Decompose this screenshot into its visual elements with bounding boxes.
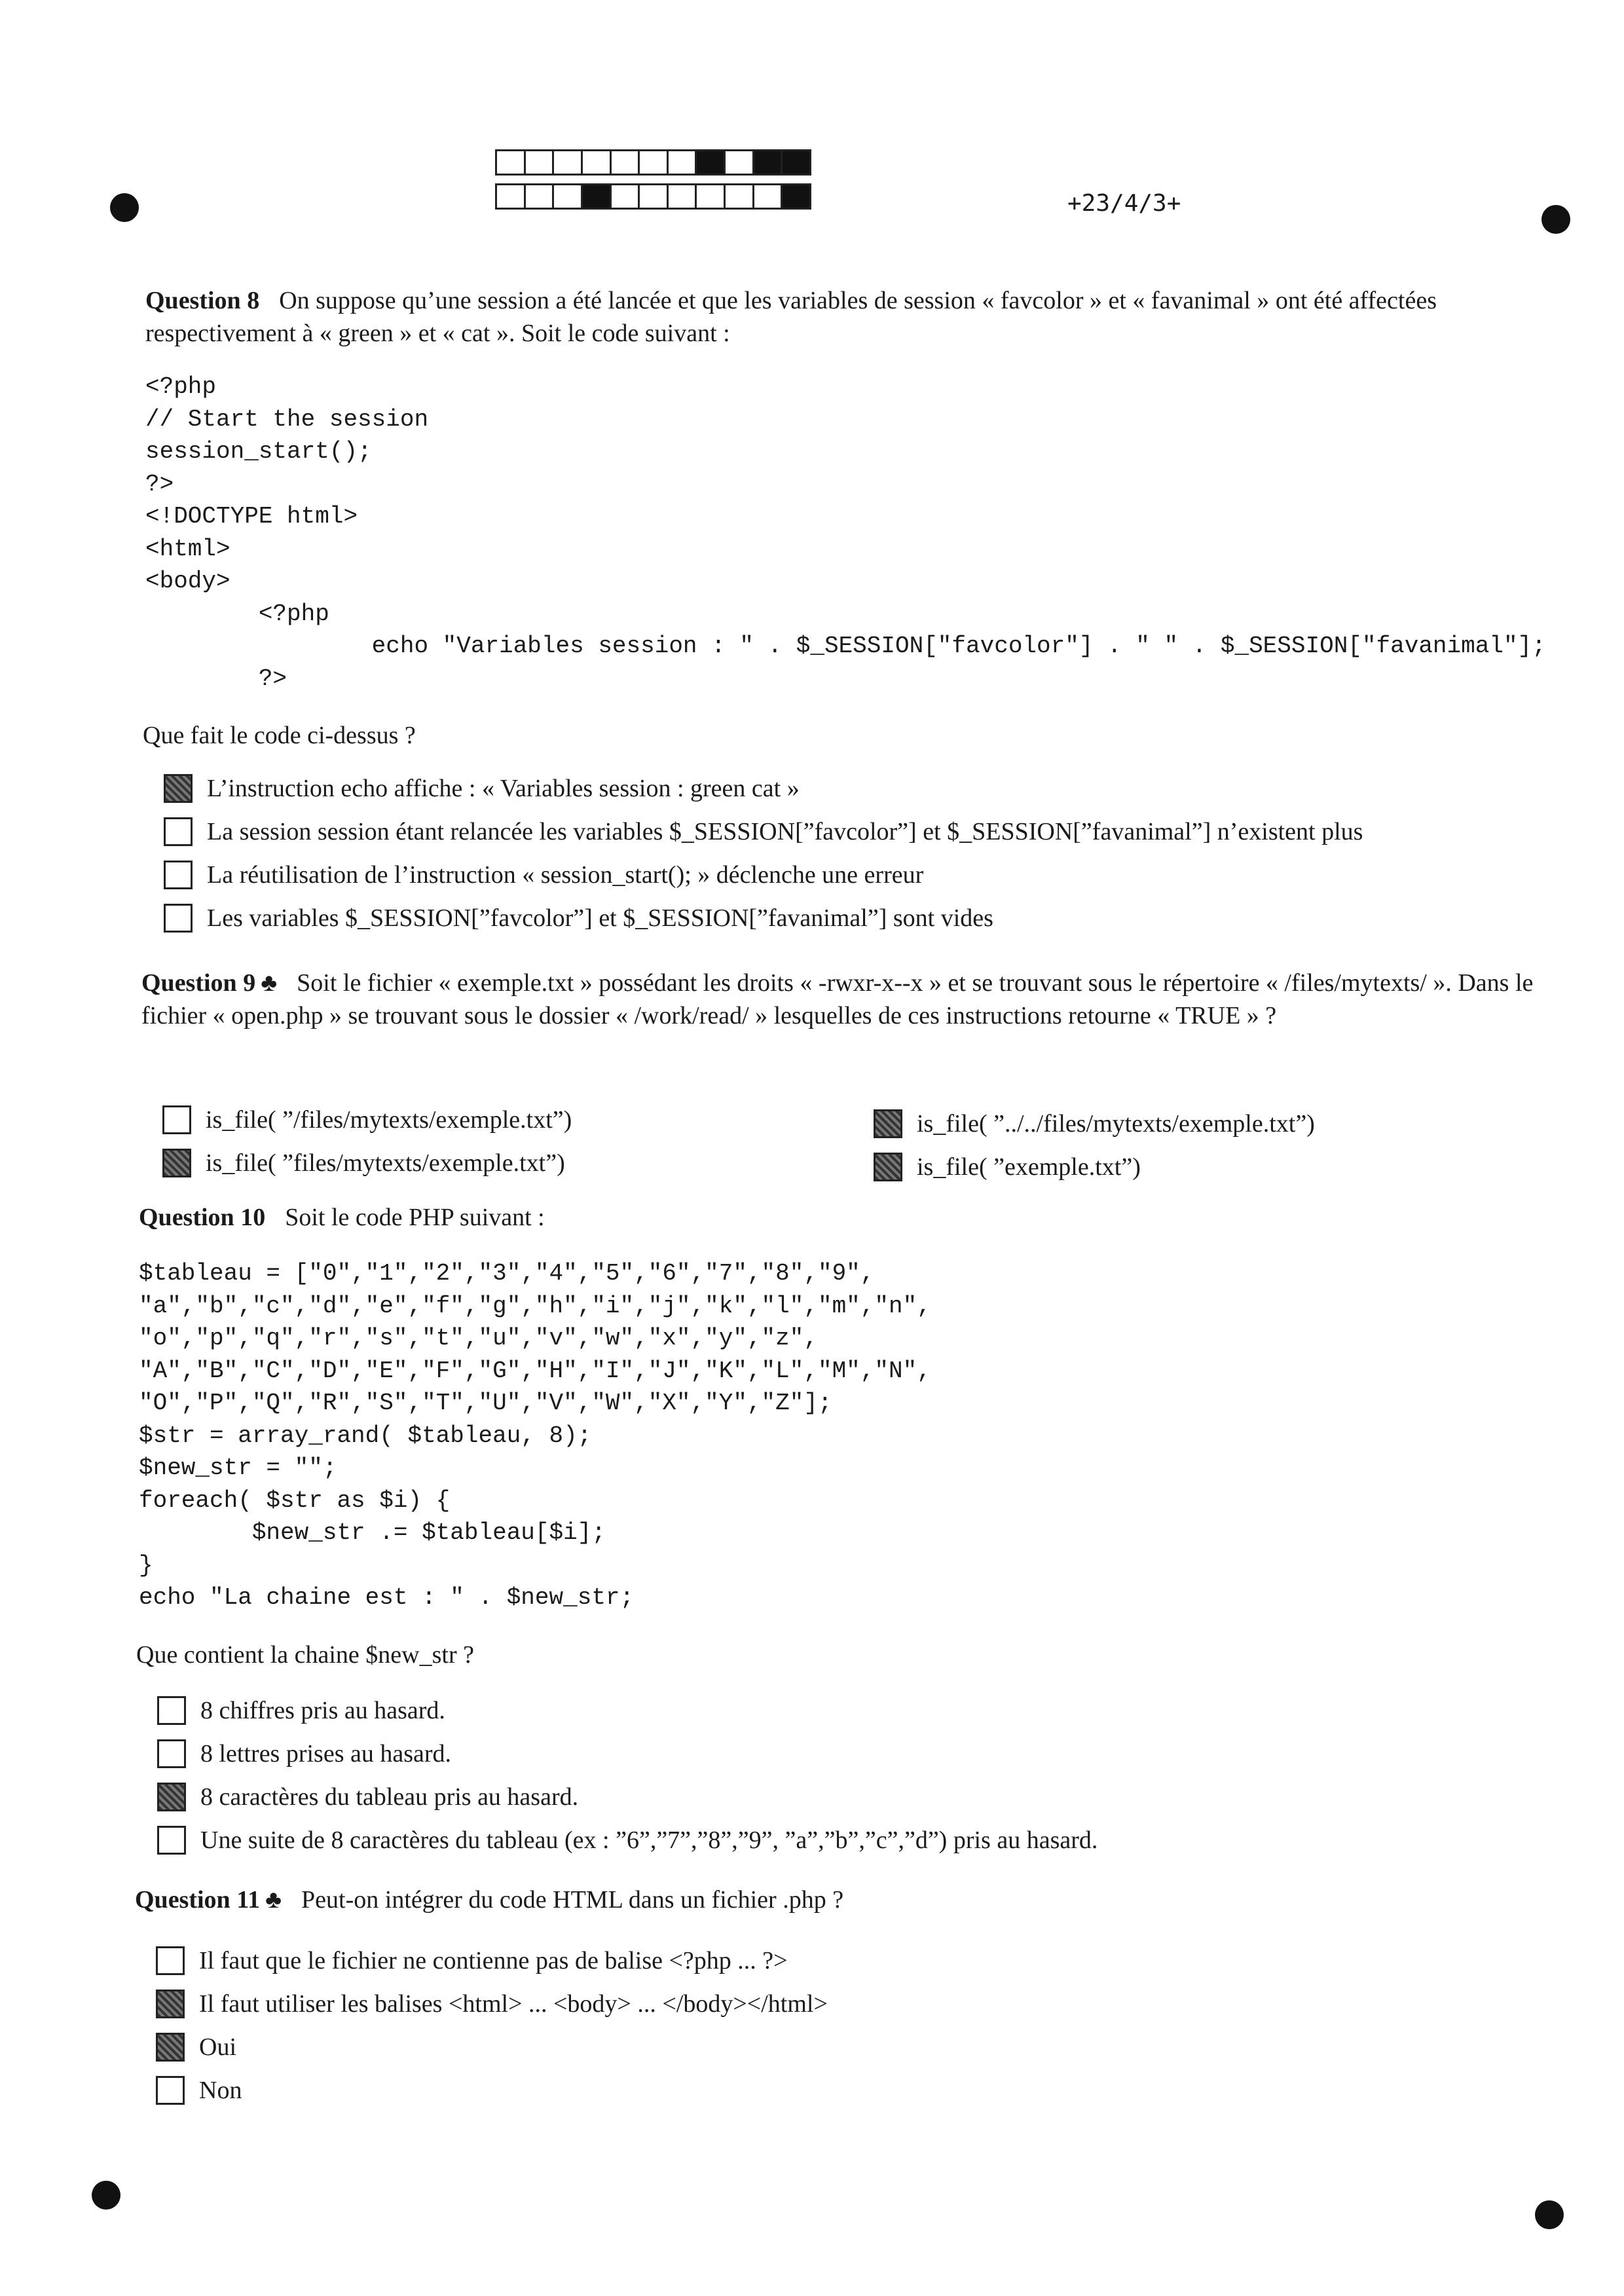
question-10-prompt: Que contient la chaine $new_str ? <box>136 1641 474 1669</box>
question-11-option-3[interactable] <box>156 2029 236 2065</box>
question-8-option-4-label: Les variables $_SESSION[”favcolor”] et $_SESSION[”favanimal”] sont vides <box>207 904 993 932</box>
question-10-text: Soit le code PHP suivant : <box>285 1204 545 1231</box>
question-10-option-4[interactable] <box>157 1822 1098 1859</box>
question-9-option-3-label: is_file( ”../../files/mytexts/exemple.txt”) <box>917 1110 1315 1138</box>
question-9-option-2-checkbox[interactable] <box>162 1149 191 1177</box>
question-10-option-2-checkbox[interactable] <box>157 1739 186 1768</box>
question-11-option-4-checkbox[interactable] <box>156 2076 185 2105</box>
question-9-option-2-label: is_file( ”files/mytexts/exemple.txt”) <box>206 1149 565 1177</box>
question-11-label-text: Question 11 <box>135 1886 261 1914</box>
question-9-option-3-checkbox[interactable] <box>874 1109 902 1138</box>
question-9-option-1-checkbox[interactable] <box>162 1105 191 1134</box>
question-8-option-2-label: La session session étant relancée les variables $_SESSION[”favcolor”] et $_SESSION[”favanimal”] n’existent plus <box>207 818 1363 845</box>
barcode-cell <box>638 183 669 210</box>
question-11-option-1[interactable] <box>156 1942 788 1979</box>
question-9-label-text: Question 9 <box>141 969 256 997</box>
question-9 <box>141 967 1540 1032</box>
club-symbol: ♣ <box>261 969 278 997</box>
question-8-label: Question 8 <box>145 287 260 314</box>
barcode-cell <box>610 149 640 176</box>
question-8-option-3[interactable] <box>164 857 923 893</box>
question-11-option-3-label: Oui <box>199 2033 236 2061</box>
question-11-option-1-checkbox[interactable] <box>156 1946 185 1975</box>
barcode-cell <box>581 183 612 210</box>
barcode-cell <box>638 149 669 176</box>
barcode-cell <box>495 149 526 176</box>
question-9-label <box>141 969 277 997</box>
club-symbol: ♣ <box>265 1886 282 1914</box>
page-id: +23/4/3+ <box>1067 190 1181 217</box>
question-11-option-1-label: Il faut que le fichier ne contienne pas de balise <?php ... ?> <box>199 1947 788 1974</box>
barcode-cell <box>752 149 783 176</box>
question-10-option-2[interactable] <box>157 1735 451 1772</box>
question-9-option-2[interactable] <box>162 1145 565 1181</box>
barcode-row-2 <box>495 183 809 210</box>
question-10-option-3[interactable] <box>157 1779 578 1815</box>
question-9-option-4[interactable] <box>874 1149 1141 1185</box>
barcode-cell <box>552 183 583 210</box>
registration-mark-bottom-left <box>92 2181 120 2210</box>
question-9-option-3[interactable] <box>874 1105 1315 1142</box>
barcode-cell <box>781 183 811 210</box>
barcode-cell <box>695 149 726 176</box>
barcode-cell <box>581 149 612 176</box>
question-8-option-2[interactable] <box>164 813 1363 850</box>
question-9-option-1-label: is_file( ”/files/mytexts/exemple.txt”) <box>206 1106 572 1134</box>
question-11-label <box>135 1886 282 1914</box>
registration-mark-top-right <box>1541 205 1570 234</box>
barcode-row-1 <box>495 149 809 176</box>
barcode-cell <box>495 183 526 210</box>
question-10-option-4-checkbox[interactable] <box>157 1826 186 1855</box>
question-10-label: Question 10 <box>139 1204 266 1231</box>
question-11-option-2-checkbox[interactable] <box>156 1990 185 2018</box>
registration-mark-top-left <box>110 193 139 222</box>
question-8-option-4[interactable] <box>164 900 993 936</box>
question-10-option-2-label: 8 lettres prises au hasard. <box>200 1740 452 1768</box>
barcode-cell <box>610 183 640 210</box>
question-11-option-4[interactable] <box>156 2072 242 2109</box>
question-8-text: On suppose qu’une session a été lancée et que les variables de session « favcolor » et « favanimal » ont été affectées respectivement à « green » et « cat ». Soit le code suivant : <box>145 287 1437 347</box>
barcode-cell <box>667 149 697 176</box>
question-10-option-3-checkbox[interactable] <box>157 1783 186 1811</box>
question-8-option-3-checkbox[interactable] <box>164 861 193 889</box>
question-10-option-1-checkbox[interactable] <box>157 1696 186 1725</box>
registration-mark-bottom-right <box>1535 2200 1564 2229</box>
question-8-code: <?php // Start the session session_start(); ?> <!DOCTYPE html> <html> <body> <?php echo "Variables session : " . $_SESSION["favcolor"] . " " . $_SESSION["favanimal"]; ?> <box>145 373 1546 692</box>
question-8-option-2-checkbox[interactable] <box>164 817 193 846</box>
barcode-cell <box>752 183 783 210</box>
question-10-option-3-label: 8 caractères du tableau pris au hasard. <box>200 1783 579 1811</box>
question-11-option-3-checkbox[interactable] <box>156 2033 185 2062</box>
question-11-option-2[interactable] <box>156 1986 828 2022</box>
question-8 <box>145 284 1540 350</box>
question-10-code: $tableau = ["0","1","2","3","4","5","6","7","8","9", "a","b","c","d","e","f","g","h","i","j","k","l","m","n", "o","p","q","r","s","t","u","v","w","x","y","z", "A","B","C","D","E","F","G","H","I","J","K","L","M","N", "O","P","Q","R","S","T","U","V","W","X","Y","Z"]; $str = array_rand( $tableau, 8); $new_str = ""; foreach( $str as $i) { $new_str .= $tableau[$i]; } echo "La chaine est : " . $new_str; <box>139 1260 931 1611</box>
barcode-cell <box>552 149 583 176</box>
question-10-option-4-label: Une suite de 8 caractères du tableau (ex : ”6”,”7”,”8”,”9”, ”a”,”b”,”c”,”d”) pris au hasard. <box>200 1826 1098 1854</box>
question-11-option-2-label: Il faut utiliser les balises <html> ... <body> ... </body></html> <box>199 1990 828 2018</box>
barcode-cell <box>667 183 697 210</box>
question-9-option-4-label: is_file( ”exemple.txt”) <box>917 1153 1141 1181</box>
question-8-option-1-label: L’instruction echo affiche : « Variables session : green cat » <box>207 775 800 802</box>
question-11-text: Peut-on intégrer du code HTML dans un fichier .php ? <box>301 1886 844 1914</box>
question-9-option-4-checkbox[interactable] <box>874 1153 902 1181</box>
question-10-option-1[interactable] <box>157 1692 445 1729</box>
barcode-cell <box>524 149 555 176</box>
question-9-option-1[interactable] <box>162 1102 572 1138</box>
question-10-option-1-label: 8 chiffres pris au hasard. <box>200 1697 445 1724</box>
question-8-option-3-label: La réutilisation de l’instruction « session_start(); » déclenche une erreur <box>207 861 924 889</box>
barcode-cell <box>781 149 811 176</box>
question-9-text: Soit le fichier « exemple.txt » possédant les droits « -rwxr-x--x » et se trouvant sous le répertoire « /files/mytexts/ ». Dans le fichier « open.php » se trouvant sous le dossier « /work/read/ » lesquelles de ces instructions retourne « TRUE » ? <box>141 969 1534 1029</box>
barcode-cell <box>695 183 726 210</box>
question-10 <box>139 1201 1540 1234</box>
question-8-option-1[interactable] <box>164 770 800 807</box>
barcode-cell <box>724 183 754 210</box>
question-11-option-4-label: Non <box>199 2077 242 2104</box>
question-8-option-1-checkbox[interactable] <box>164 774 193 803</box>
barcode-cell <box>524 183 555 210</box>
question-8-option-4-checkbox[interactable] <box>164 904 193 933</box>
question-11 <box>135 1883 1540 1916</box>
question-8-prompt: Que fait le code ci-dessus ? <box>143 722 416 749</box>
barcode-cell <box>724 149 754 176</box>
